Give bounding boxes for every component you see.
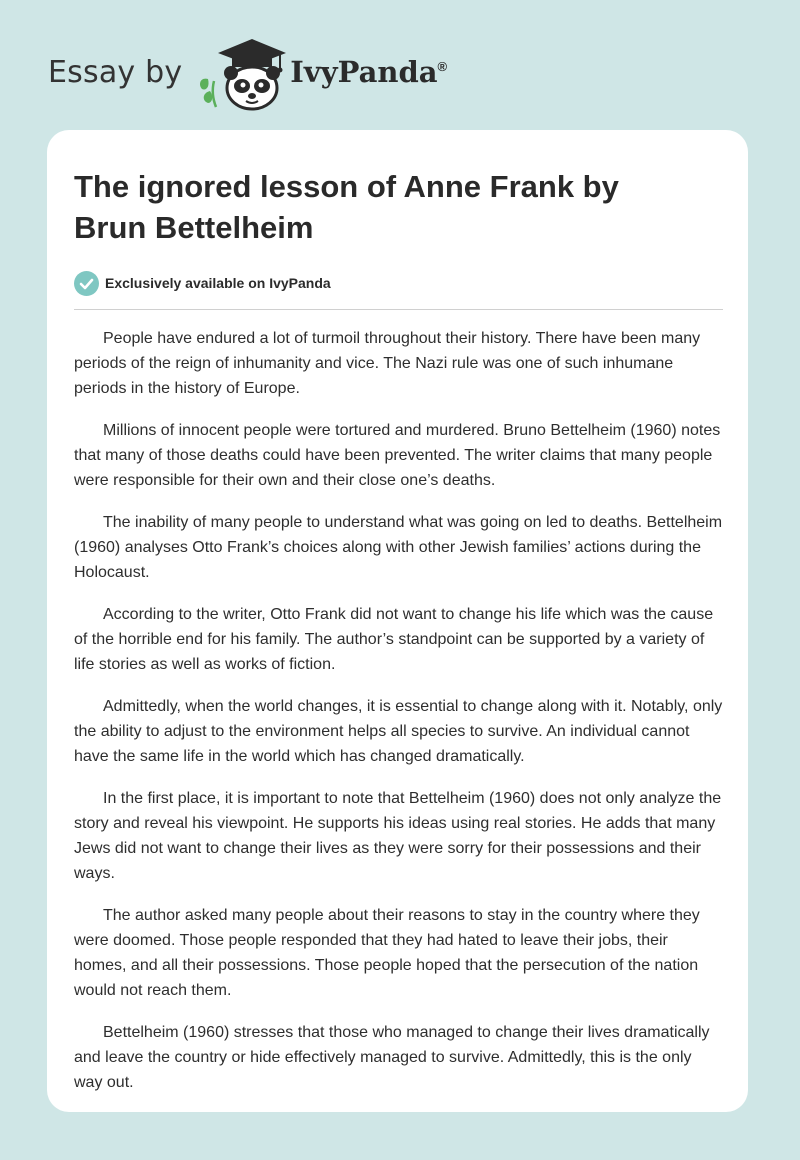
paragraph: Millions of innocent people were tortured and murdered. Bruno Bettelheim (1960) notes that many of those deaths could have been prevented. The writer claims that many people were responsible for their own and their close one’s deaths. xyxy=(74,422,721,489)
leaf-icon xyxy=(200,79,216,107)
essay-card xyxy=(47,130,748,1112)
paragraph: Bettelheim (1960) stresses that those who managed to change their lives dramatically and leave the country or hide effectively managed to survive. Admittedly, this is the only way out. xyxy=(74,1024,710,1091)
essay-by-label: Essay by xyxy=(48,54,183,90)
paragraph: In the first place, it is important to note that Bettelheim (1960) does not only analyze the story and reveal his viewpoint. He supports his ideas using real stories. He adds that many Jews did not want to change their lives as they were sorry for their possessions and their ways. xyxy=(74,790,722,882)
exclusive-badge xyxy=(74,270,722,296)
trademark-symbol: ® xyxy=(437,59,448,74)
essay-body xyxy=(74,326,724,1095)
essay-title: The ignored lesson of Anne Frank by Brun Bettelheim xyxy=(74,169,619,245)
paragraph: The author asked many people about their reasons to stay in the country where they were doomed. Those people responded that they had hated to leave their jobs, their homes, and all their possessions. Those people hoped that the persecution of the nation would not reach them. xyxy=(74,907,700,999)
paragraph: People have endured a lot of turmoil throughout their history. There have been many periods of the reign of inhumanity and vice. The Nazi rule was one of such inhumane periods in the history of Europe. xyxy=(74,330,701,397)
brand-name[interactable]: IvyPanda® xyxy=(290,55,448,89)
paragraph: The inability of many people to understand what was going on led to deaths. Bettelheim (1960) analyses Otto Frank’s choices along with other Jewish families’ actions during the Holocaust. xyxy=(74,514,723,581)
check-circle-icon xyxy=(74,271,99,296)
paragraph: According to the writer, Otto Frank did not want to change his life which was the cause of the horrible end for his family. The author’s standpoint can be supported by a variety of life stories as well as works of fiction. xyxy=(74,606,714,673)
site-header xyxy=(48,32,447,112)
exclusive-label: Exclusively available on IvyPanda xyxy=(105,275,331,291)
divider xyxy=(74,309,723,310)
paragraph: Admittedly, when the world changes, it is essential to change along with it. Notably, only the ability to adjust to the environment helps all species to survive. An individual cannot have the same life in the world which has changed dramatically. xyxy=(74,698,723,765)
panda-logo-icon[interactable] xyxy=(196,33,288,111)
